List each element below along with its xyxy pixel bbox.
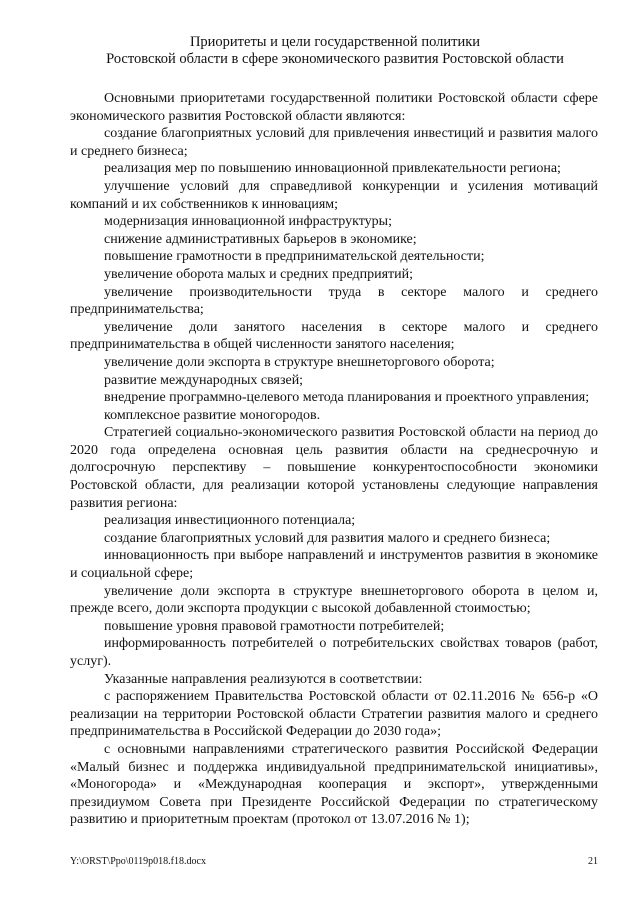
paragraph: внедрение программно-целевого метода планирования и проектного управления; (104, 390, 590, 406)
paragraph: увеличение доли экспорта в структуре внешнеторгового оборота в целом и, прежде всего, доли экспорта продукции с высокой добавленной стоимостью; (70, 583, 598, 617)
page-number: 21 (588, 856, 598, 867)
title-line-1: Приоритеты и цели государственной политики (189, 34, 481, 50)
paragraph: с основными направлениями стратегического развития Российской Федерации «Малый бизнес и поддержка индивидуальной предпринимательской инициативы», «Моногорода» и «Международная кооперация и экспорт», утвержденными президиумом Совета при Президенте Российской Федерации по стратегическому развитию и приоритетным проектам (протокол от 13.07.2016 № 1); (70, 741, 598, 828)
paragraph: реализация мер по повышению инновационной привлекательности региона; (104, 161, 561, 177)
paragraph: повышение уровня правовой грамотности потребителей; (104, 618, 445, 634)
document-body (70, 90, 598, 829)
paragraph: развитие международных связей; (104, 372, 304, 388)
paragraph: информированность потребителей о потребительских свойствах товаров (работ, услуг). (70, 636, 598, 669)
paragraph: инновационность при выборе направлений и инструментов развития в экономике и социальной сфере; (70, 548, 598, 582)
title-line-2: Ростовской области в сфере экономического развития Ростовской области (106, 51, 564, 67)
paragraph: увеличение оборота малых и средних предприятий; (104, 266, 414, 282)
paragraph: создание благоприятных условий для развития малого и среднего бизнеса; (104, 530, 551, 546)
paragraph: снижение административных барьеров в экономике; (104, 231, 417, 247)
paragraph: увеличение производительности труда в секторе малого и среднего предпринимательства; (70, 284, 598, 318)
paragraph: Указанные направления реализуются в соответствии: (104, 671, 423, 687)
paragraph: модернизация инновационной инфраструктуры; (104, 214, 392, 230)
paragraph: увеличение доли занятого населения в секторе малого и среднего предпринимательства в общей численности занятого населения; (70, 319, 598, 353)
paragraph: увеличение доли экспорта в структуре внешнеторгового оборота; (104, 354, 495, 370)
paragraph: улучшение условий для справедливой конкуренции и усиления мотиваций компаний и их собственников к инновациям; (70, 178, 598, 212)
paragraph: создание благоприятных условий для привлечения инвестиций и развития малого и среднего бизнеса; (70, 126, 598, 159)
paragraph: реализация инвестиционного потенциала; (104, 513, 356, 529)
paragraph: Основными приоритетами государственной политики Ростовской области сфере экономического развития Ростовской области являются: (70, 91, 598, 124)
footer-file-path: Y:\ORST\Ppo\0119p018.f18.docx (70, 856, 206, 867)
paragraph: Стратегией социально-экономического развития Ростовской области на период до 2020 года определена основная цель развития области на среднесрочную и долгосрочную перспективу – повышение конкурентоспособности экономики Ростовской области, для реализации которой установлены следующие направления развития региона: (70, 425, 598, 511)
paragraph: комплексное развитие моногородов. (104, 407, 321, 423)
paragraph: с распоряжением Правительства Ростовской области от 02.11.2016 № 656-р «О реализации на территории Ростовской области Стратегии развития малого и среднего предпринимательства в Российской Федерации до 2030 года»; (70, 689, 598, 740)
paragraph: повышение грамотности в предпринимательской деятельности; (104, 249, 485, 265)
document-title (70, 34, 600, 68)
